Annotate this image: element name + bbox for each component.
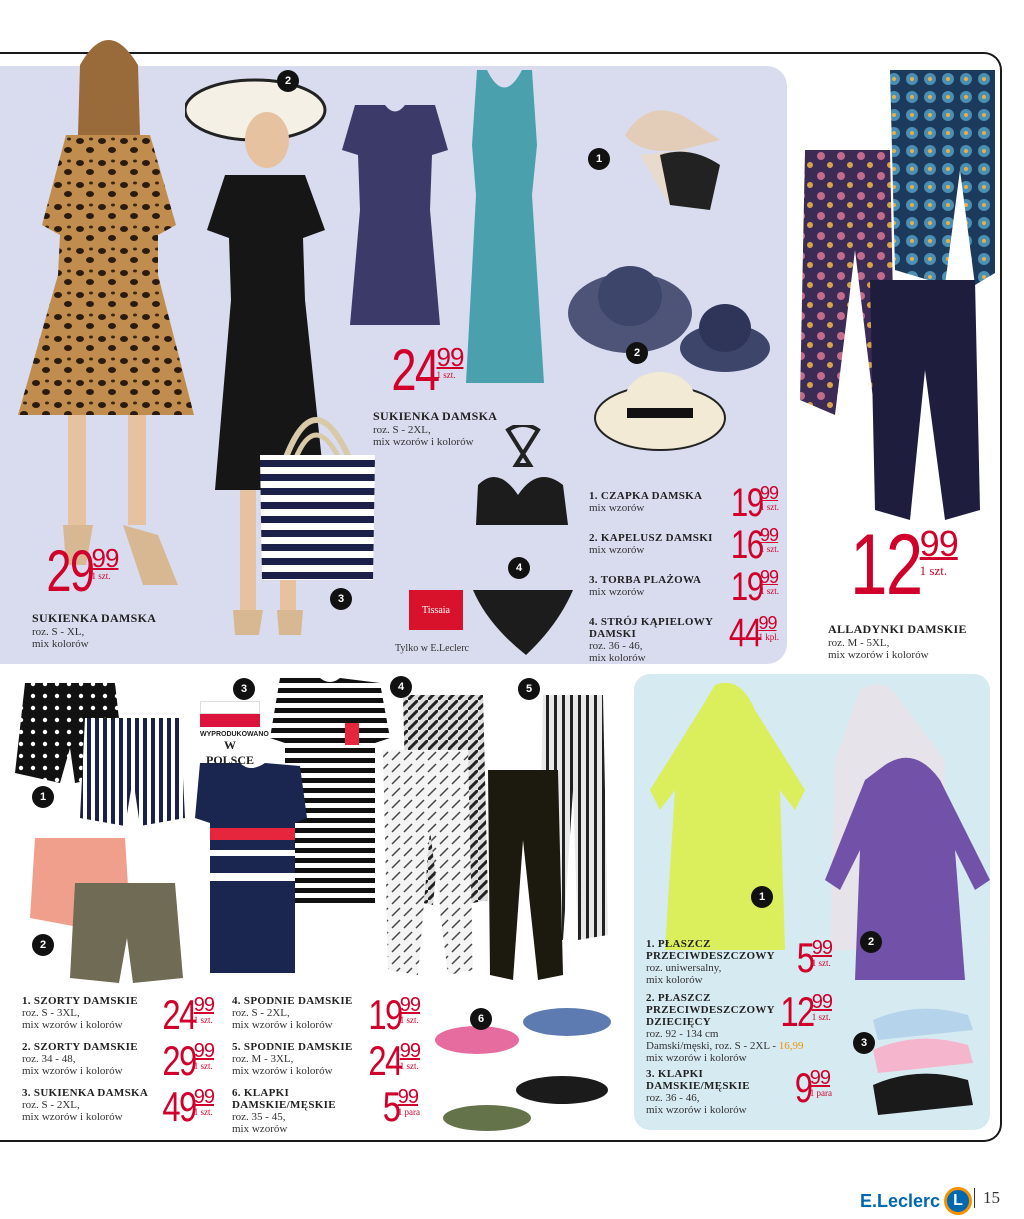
legend-row: 1. SZORTY DAMSKIE roz. S - 3XL, mix wzorów i kolorów 24 99 1 szt. [22, 991, 214, 1038]
beach-bag-image [255, 390, 380, 585]
raincoats-image [645, 680, 990, 980]
polish-flag: WYPRODUKOWANO W POLSCE [200, 701, 260, 768]
dress2-price: 24 99 1 szt. [391, 338, 464, 403]
legend-row: 4. SPODNIE DAMSKIE roz. S - 2XL, mix wzorów i kolorów 19 99 1 szt. [232, 991, 420, 1038]
price-bag: 19 99 1 szt. [730, 565, 779, 609]
alladynki-info: ALLADYNKI DAMSKIE roz. M - 5XL, mix wzorów i kolorów [828, 622, 967, 661]
label-shorts2: 2 [32, 934, 54, 956]
price-slides: 9 99 1 para [795, 1064, 832, 1111]
legend-row: 5. SPODNIE DAMSKIE roz. M - 3XL, mix wzorów i kolorów 24 99 1 szt. [232, 1037, 420, 1084]
maxi-dress-image [462, 65, 547, 385]
label-trousers5: 5 [518, 678, 540, 700]
price-shorts1: 24 99 1 szt. [162, 991, 214, 1038]
legend-row: 3. TORBA PLAŻOWA mix wzorów 19 99 1 szt. [589, 565, 779, 609]
price-raincoat1: 5 99 1 szt. [797, 934, 832, 981]
leopard-dress-image [8, 25, 198, 625]
hats-image [565, 258, 780, 458]
trousers-image [795, 70, 995, 520]
trousers-bottom-image [378, 690, 608, 985]
leclerc-circle-icon: L [944, 1187, 972, 1215]
price-raincoat2: 12 99 1 szt. [780, 988, 832, 1035]
label-flipflops: 6 [470, 1008, 492, 1030]
label-cap: 1 [588, 148, 610, 170]
label-shorts1: 1 [32, 786, 54, 808]
label-trousers4: 4 [390, 676, 412, 698]
legend-row: 1. CZAPKA DAMSKA mix wzorów 19 99 1 szt. [589, 481, 779, 525]
label-swimsuit: 4 [508, 557, 530, 579]
eleclerc-logo [860, 1187, 972, 1215]
dress1-info: SUKIENKA DAMSKA roz. S - XL, mix kolorów [32, 611, 157, 650]
alladynki-price: 12 99 1 szt. [850, 517, 958, 613]
caps-image [610, 95, 725, 220]
navy-dress-image [340, 100, 450, 330]
bottom-legend-col1 [22, 991, 214, 1133]
exclusive-note: Tylko w E.Leclerc [395, 643, 469, 654]
price-trousers4: 19 99 1 szt. [368, 991, 420, 1038]
label-hats: 2 [626, 342, 648, 364]
price-dress: 49 99 1 szt. [162, 1083, 214, 1130]
legend-row: 6. KLAPKI DAMSKIE/MĘSKIE roz. 35 - 45, mix wzorów 5 99 1 para [232, 1083, 420, 1135]
legend-row: 4. STRÓJ KĄPIELOWY DAMSKI roz. 36 - 46, mix kolorów 44 99 1 kpl. [589, 611, 779, 664]
label-slides: 3 [853, 1032, 875, 1054]
tissaia-logo: Tissaia [409, 590, 463, 630]
price-swimsuit: 44 99 1 kpl. [728, 611, 779, 655]
label-raincoat1: 1 [751, 886, 773, 908]
page-number: 15 [974, 1188, 1000, 1208]
bottom-legend-col2 [232, 991, 420, 1135]
rain-legend [646, 934, 832, 1118]
accessories-legend [589, 481, 779, 664]
legend-row: 2. PŁASZCZ PRZECIWDESZCZOWY DZIECIĘCY roz. 92 - 134 cm Damski/męski, roz. S - 2XL - 16,99 mix wzorów i kolorów 12 99 1 szt. [646, 988, 832, 1064]
legend-row: 3. SUKIENKA DAMSKA roz. S - 2XL, mix wzorów i kolorów 49 99 1 szt. [22, 1083, 214, 1130]
label-dress: 3 [233, 678, 255, 700]
legend-row: 2. SZORTY DAMSKIE roz. 34 - 48, mix wzorów i kolorów 29 99 1 szt. [22, 1037, 214, 1084]
price-hat: 16 99 1 szt. [730, 523, 779, 567]
swimsuit-image [468, 425, 578, 660]
price-flipflops: 5 99 1 para [383, 1083, 420, 1130]
label-bag: 3 [330, 588, 352, 610]
label-hat-model: 2 [277, 70, 299, 92]
brand-name: E.Leclerc [859, 1190, 940, 1211]
flipflops-image [432, 1000, 617, 1135]
dress1-price: 29 99 1 szt. [46, 539, 119, 604]
legend-row: 2. KAPELUSZ DAMSKI mix wzorów 16 99 1 szt. [589, 523, 779, 567]
legend-row: 1. PŁASZCZ PRZECIWDESZCZOWY roz. uniwersalny, mix kolorów 5 99 1 szt. [646, 934, 832, 986]
legend-row: 3. KLAPKI DAMSKIE/MĘSKIE roz. 36 - 46, mix wzorów i kolorów 9 99 1 para [646, 1064, 832, 1116]
price-trousers5: 24 99 1 szt. [368, 1037, 420, 1084]
price-cap: 19 99 1 szt. [730, 481, 779, 525]
label-raincoat2: 2 [860, 931, 882, 953]
price-shorts2: 29 99 1 szt. [162, 1037, 214, 1084]
slides-image [868, 1005, 983, 1125]
dress2-info: SUKIENKA DAMSKA roz. S - 2XL, mix wzorów i kolorów [373, 409, 498, 448]
